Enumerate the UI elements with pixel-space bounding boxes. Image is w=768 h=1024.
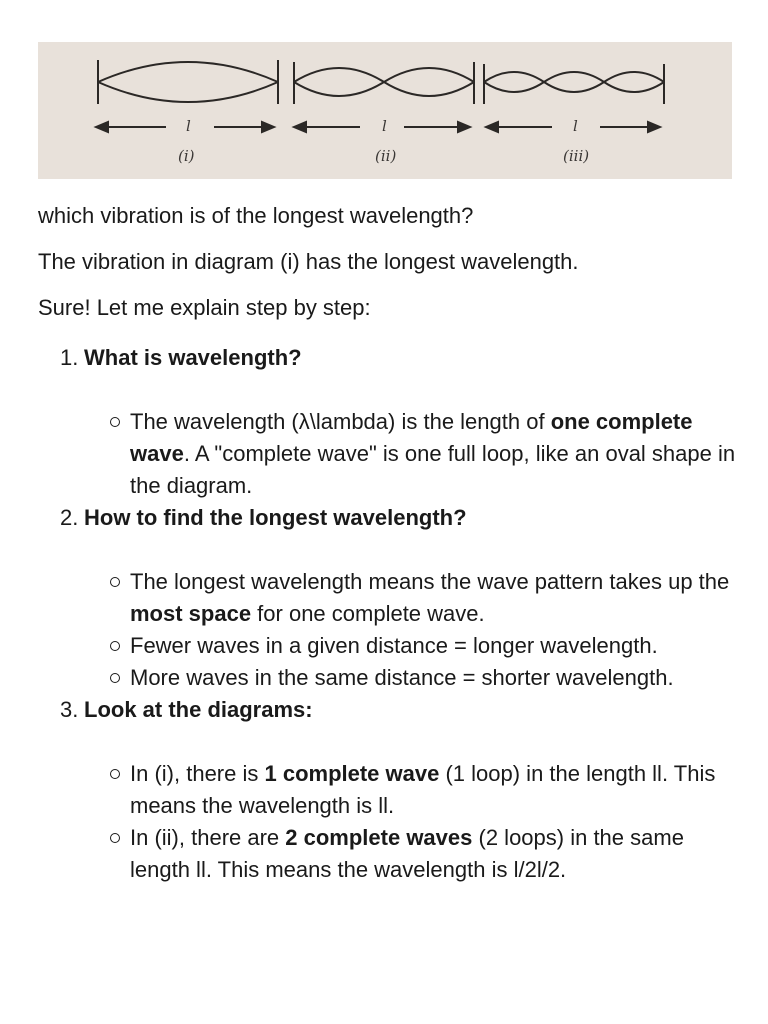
step-3-heading (38, 694, 738, 726)
bullet-text: In (i), there is (130, 761, 265, 786)
bullet-text: Fewer waves in a given distance = longer wavelength. (130, 633, 658, 658)
wave-diagram-photo (38, 42, 732, 179)
panel-label-iii: (iii) (563, 147, 590, 165)
bullet-text: (1 loop) in the length ll. This means the wavelength is ll. (130, 761, 716, 818)
bullet-text: . A "complete wave" is one full loop, like an oval shape in the diagram. (130, 441, 736, 498)
bullet-text: In (ii), there are (130, 825, 286, 850)
step-title: How to find the longest wavelength? (84, 505, 467, 530)
bullet-emphasis: 1 complete wave (264, 761, 440, 786)
bullet-emphasis: one complete wave (130, 409, 693, 466)
length-label-ii: l (382, 117, 387, 135)
step-number: 3. (60, 697, 79, 722)
list-item (130, 822, 738, 886)
step-title: Look at the diagrams: (84, 697, 313, 722)
bullet-text: The longest wavelength means the wave pattern takes up the (130, 569, 730, 594)
length-label-i: l (186, 117, 191, 135)
list-item (130, 662, 738, 694)
bullet-text: for one complete wave. (251, 601, 485, 626)
step-number: 2. (60, 505, 79, 530)
bullet-text: More waves in the same distance = shorter wavelength. (130, 665, 674, 690)
step-1-bullets (38, 406, 738, 502)
intro-text: Sure! Let me explain step by step: (38, 295, 371, 320)
document-body (38, 200, 738, 886)
bullet-emphasis: most space (130, 601, 252, 626)
length-label-iii: l (573, 117, 578, 135)
step-1-heading (38, 342, 738, 374)
list-item (130, 758, 738, 822)
step-number: 1. (60, 345, 79, 370)
step-title: What is wavelength? (84, 345, 302, 370)
bullet-emphasis: 2 complete waves (285, 825, 473, 850)
bullet-text: (2 loops) in the same length ll. This means the wavelength is l/2l/2. (130, 825, 684, 882)
bullet-text: The wavelength (λ\lambda) is the length of (130, 409, 551, 434)
question-text: which vibration is of the longest wavelength? (38, 203, 474, 228)
step-3-bullets (38, 758, 738, 886)
list-item (130, 630, 738, 662)
step-2-bullets (38, 566, 738, 694)
answer-text: The vibration in diagram (i) has the longest wavelength. (38, 249, 579, 274)
panel-label-ii: (ii) (375, 147, 397, 165)
list-item (130, 566, 738, 630)
step-2-heading (38, 502, 738, 534)
list-item (130, 406, 738, 502)
panel-label-i: (i) (178, 147, 195, 165)
